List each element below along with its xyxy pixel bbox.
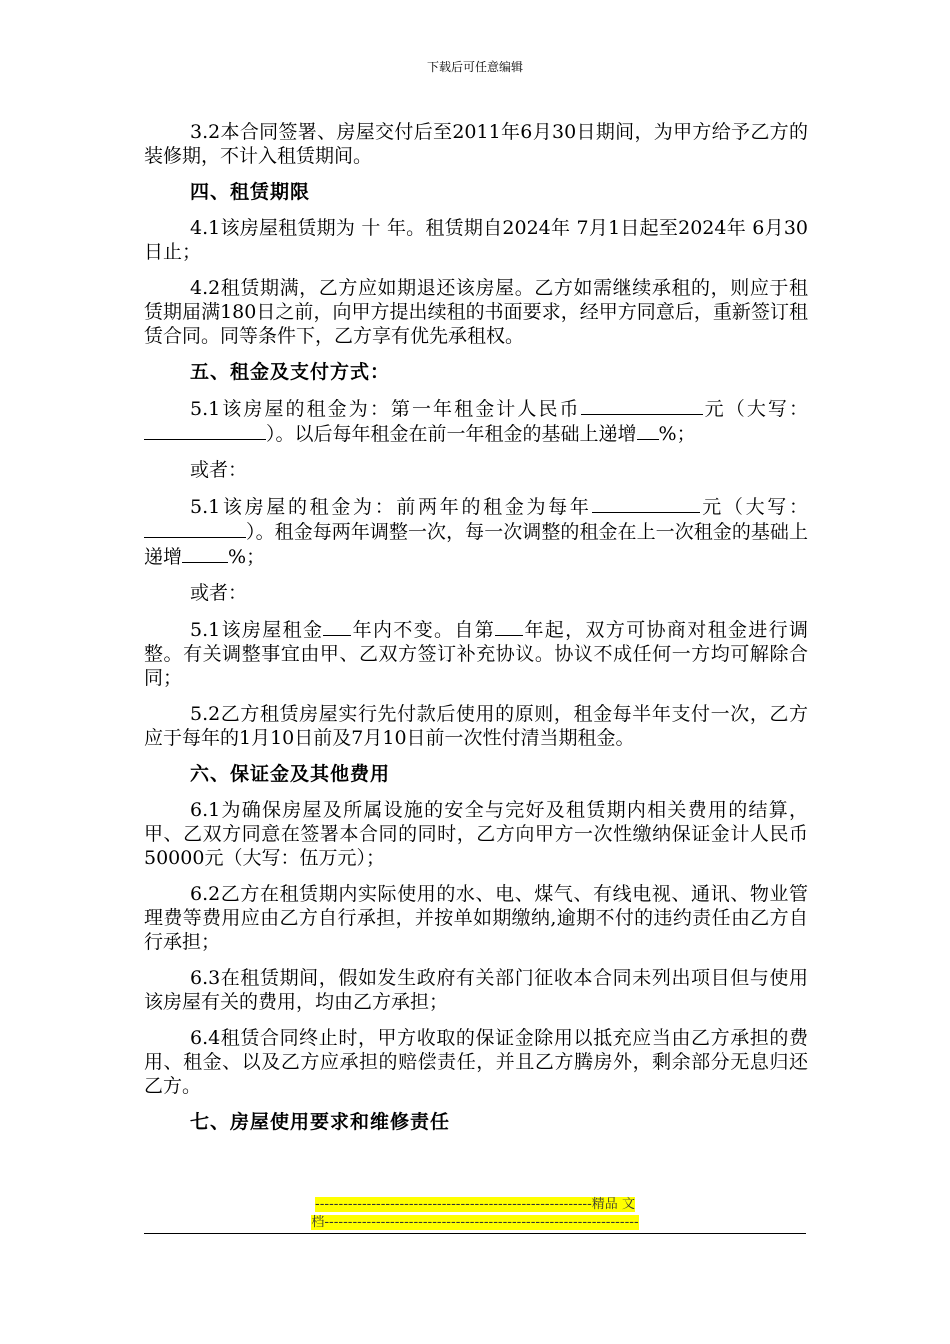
- clause-text: 5.1该房屋的租金为：第一年租金计人民币: [190, 398, 581, 420]
- clause-5-2: 5.2乙方租赁房屋实行先付款后使用的原则，租金每半年支付一次，乙方应于每年的1月10日前及7月10日前一次性付清当期租金。: [144, 703, 808, 749]
- section-4-heading: 四、租赁期限: [190, 181, 311, 203]
- clause-text: ）。以后每年租金在前一年租金的基础上递增: [266, 423, 637, 445]
- footer-watermark-text: -----------------------------------------------------------精品 文: [315, 1197, 635, 1212]
- or-label: 或者：: [190, 582, 248, 604]
- clause-text: 5.1该房屋的租金为：前两年的租金为每年: [190, 496, 592, 518]
- clause-6-4: 6.4租赁合同终止时，甲方收取的保证金除用以抵充应当由乙方承担的费用、租金、以及乙方应承担的赔偿责任，并且乙方腾房外，剩余部分无息归还乙方。: [144, 1027, 808, 1097]
- blank-years: [323, 617, 351, 636]
- contract-body: [144, 120, 808, 1146]
- blank-rent-amount: [581, 396, 703, 415]
- clause-text: 元（大写：: [702, 398, 808, 420]
- blank-increase-rate: [182, 544, 228, 563]
- clause-text: %；: [228, 546, 266, 568]
- footer-divider: [144, 1233, 806, 1234]
- clause-5-1-option-c: [144, 617, 808, 690]
- clause-4-2: 4.2租赁期满，乙方应如期退还该房屋。乙方如需继续承租的，则应于租赁期届满180日之前，向甲方提出续租的书面要求，经甲方同意后，重新签订租赁合同。同等条件下，乙方享有优先承租权。: [144, 277, 808, 347]
- clause-text: 5.1该房屋租金: [190, 619, 324, 641]
- section-7-heading: 七、房屋使用要求和维修责任: [190, 1111, 451, 1133]
- clause-text: 元（大写：: [699, 496, 808, 518]
- clause-text: %；: [658, 423, 696, 445]
- section-6-heading: 六、保证金及其他费用: [190, 763, 391, 785]
- blank-start-year: [495, 617, 523, 636]
- clause-text: 年起，双方可协商对租金进行调整。有关调整事宜由甲、乙双方签订补充协议。协议不成任何一方均可解除合同；: [144, 619, 808, 689]
- clause-text: ）。租金每两年调整一次，每一次调整的租金在上一次租金的基础上递增: [144, 521, 808, 568]
- clause-6-3: 6.3在租赁期间，假如发生政府有关部门征收本合同未列出项目但与使用该房屋有关的费用，均由乙方承担；: [144, 967, 808, 1013]
- section-5-heading: 五、租金及支付方式：: [190, 361, 391, 383]
- clause-3-2: 3.2本合同签署、房屋交付后至2011年6月30日期间，为甲方给予乙方的装修期，不计入租赁期间。: [144, 121, 808, 167]
- footer-watermark-line2: [0, 1214, 950, 1231]
- blank-rent-amount: [592, 494, 700, 513]
- footer-watermark-text: 档-------------------------------------------------------------------: [311, 1215, 639, 1230]
- clause-4-1: 4.1该房屋租赁期为 十 年。租赁期自2024年 7月1日起至2024年 6月30日止；: [144, 217, 808, 263]
- clause-6-1: 6.1为确保房屋及所属设施的安全与完好及租赁期内相关费用的结算，甲、乙双方同意在签署本合同的同时，乙方向甲方一次性缴纳保证金计人民币50000元（大写：伍万元）；: [144, 799, 808, 869]
- blank-rent-in-words: [144, 421, 266, 440]
- clause-text: 年内不变。自第: [351, 619, 496, 641]
- blank-rent-in-words: [144, 519, 246, 538]
- blank-increase-rate: [637, 421, 659, 440]
- clause-5-1-option-b: [144, 494, 808, 569]
- clause-5-1-option-a: [144, 396, 808, 446]
- page-header: 下载后可任意编辑: [426, 60, 523, 74]
- clause-6-2: 6.2乙方在租赁期内实际使用的水、电、煤气、有线电视、通讯、物业管理费等费用应由乙方自行承担，并按单如期缴纳,逾期不付的违约责任由乙方自行承担；: [144, 883, 808, 953]
- footer-watermark-line1: [0, 1196, 950, 1213]
- or-label: 或者：: [190, 459, 248, 481]
